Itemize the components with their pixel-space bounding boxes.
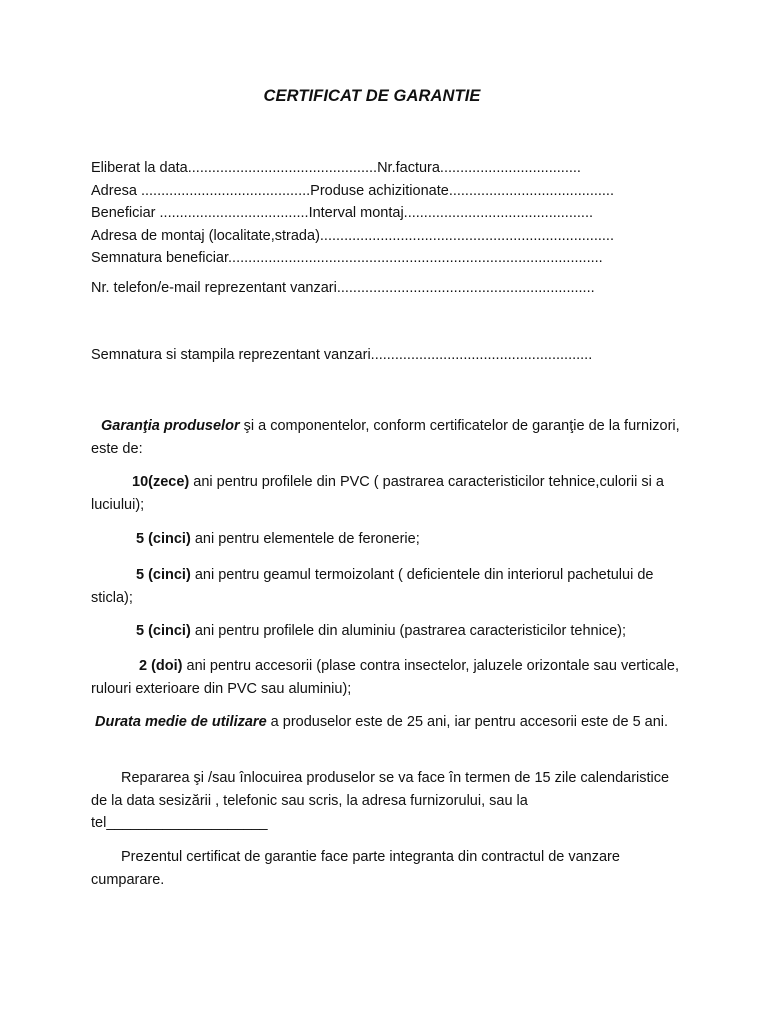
field-install-address: Adresa de montaj (localitate,strada)......................................................................... [91,227,614,244]
warranty-text: ani pentru geamul termoizolant ( deficientele din interiorul pachetului de sticla); [91,567,654,606]
warranty-text: ani pentru profilele din PVC ( pastrarea caracteristicilor tehnice,culorii si a luciului); [91,474,664,513]
warranty-intro-text: şi a componentelor, conform certificatelor de garanţie de la furnizori, este de: [91,418,680,457]
field-contact: Nr. telefon/e-mail reprezentant vanzari................................................................ [91,280,595,296]
warranty-intro-lead: Garanţia produselor [101,418,240,434]
warranty-item-hardware [91,528,681,551]
warranty-period: 5 (cinci) [136,531,191,547]
repair-text: Repararea şi /sau înlocuirea produselor se va face în termen de 15 zile calendaristice de la data sesizării , telefonic sau scris, la adresa furnizorului, sau la tel____________________ [91,770,670,831]
warranty-period: 10(zece) [132,474,190,490]
warranty-period: 2 (doi) [139,658,183,674]
field-sales-signature: Semnatura si stampila reprezentant vanzari....................................................... [91,347,593,363]
warranty-item-glass [91,564,681,609]
lifetime-text: a produselor este de 25 ani, iar pentru accesorii este de 5 ani. [266,714,669,730]
warranty-item-pvc [91,471,681,516]
warranty-text: ani pentru profilele din aluminiu (pastrarea caracteristicilor tehnice); [190,623,627,639]
repair-paragraph [91,767,681,835]
warranty-item-aluminium [91,620,681,643]
lifetime-paragraph [91,711,681,734]
closing-text: Prezentul certificat de garantie face parte integranta din contractul de vanzare cumparare. [91,849,620,888]
field-beneficiary-signature: Semnatura beneficiar............................................................................................. [91,250,603,266]
field-date-invoice: Eliberat la data...............................................Nr.factura................................... [91,160,581,176]
warranty-period: 5 (cinci) [136,623,191,639]
field-beneficiary-interval: Beneficiar .....................................Interval montaj............................................... [91,205,594,221]
warranty-item-accessories [91,655,681,700]
document-title: CERTIFICAT DE GARANTIE [263,87,481,105]
warranty-text: ani pentru accesorii (plase contra insectelor, jaluzele orizontale sau verticale, rulouri exterioare din PVC sau aluminiu); [91,658,679,697]
lifetime-lead: Durata medie de utilizare [95,714,267,730]
closing-paragraph [91,846,681,891]
warranty-intro [91,415,681,460]
field-address-products: Adresa ..........................................Produse achizitionate......................................... [91,182,614,199]
warranty-period: 5 (cinci) [136,567,191,583]
form-fields [91,157,614,270]
warranty-text: ani pentru elementele de feronerie; [190,531,420,547]
